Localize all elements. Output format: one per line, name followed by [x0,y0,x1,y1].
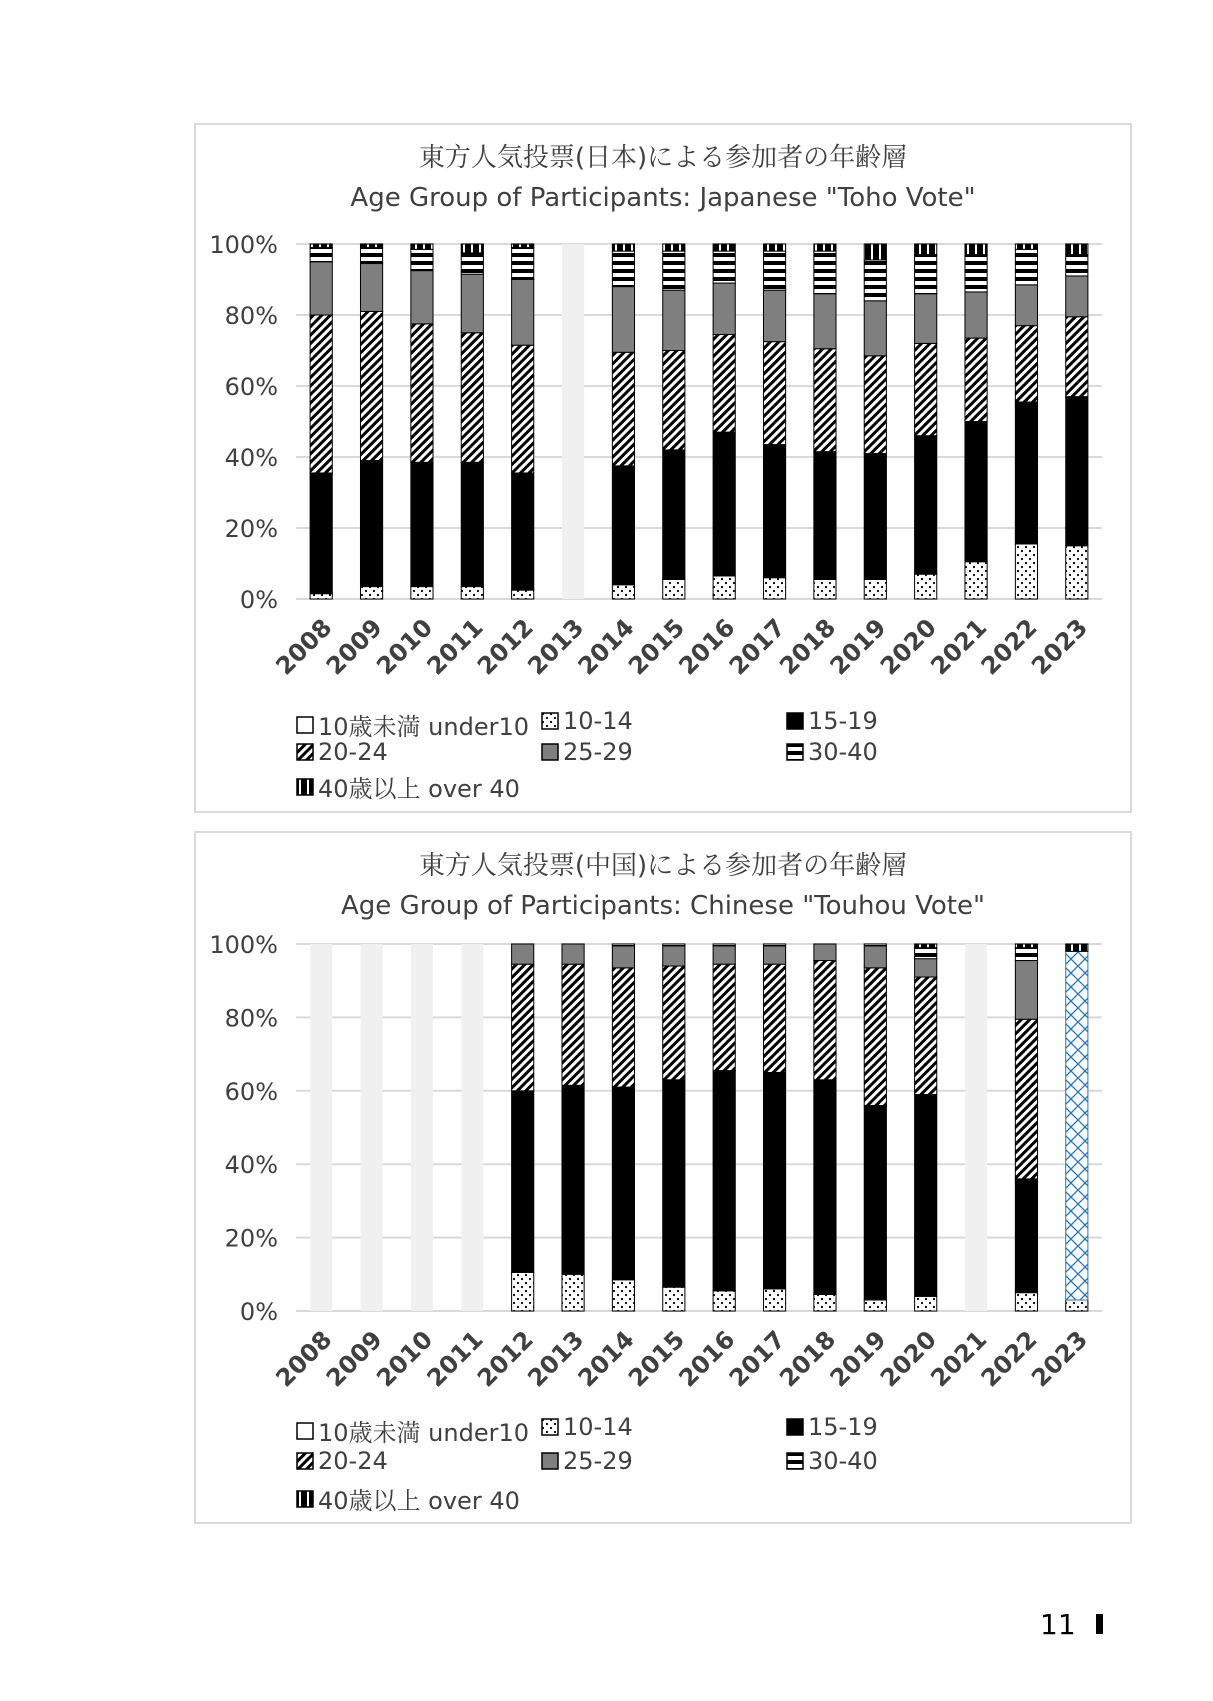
bar-segment [713,576,735,599]
legend-item [541,738,633,766]
bar-segment [965,562,987,599]
bar-segment [814,944,836,961]
bar-segment [915,244,937,255]
x-tick-label: 2015 [623,1325,691,1393]
bar-segment [663,1080,685,1287]
y-tick-label: 40% [224,444,278,472]
legend-item [786,707,878,735]
bar-segment [915,944,937,948]
bar-segment [1066,317,1088,397]
x-tick-label: 2020 [874,1325,942,1393]
bar-segment [663,244,685,251]
bar-segment [814,961,836,1080]
x-tick-label: 2020 [874,613,942,681]
x-tick-label: 2010 [371,613,439,681]
x-tick-label: 2019 [824,1325,892,1393]
x-tick-label: 2012 [471,613,539,681]
bar-segment [713,1071,735,1291]
bar-segment [713,432,735,576]
legend-label: 25-29 [563,1447,633,1475]
bar-segment [612,466,634,585]
bar-segment [461,253,483,274]
bar-segment [864,356,886,454]
bar-segment [713,964,735,1070]
bar-placeholder [310,944,332,1311]
bar-segment [562,964,584,1085]
legend-item [296,1413,529,1448]
legend-label: 30-40 [808,1447,878,1475]
bar-segment [864,968,886,1106]
bar-segment [814,294,836,349]
y-tick-label: 80% [224,1004,278,1033]
legend-item [541,1413,633,1441]
legend-label: 15-19 [808,1413,878,1441]
x-tick-label: 2021 [925,1325,993,1393]
bar-segment [864,244,886,260]
bar-segment [763,290,785,341]
legend-swatch [541,1452,559,1470]
bar-segment [612,1087,634,1280]
x-tick-label: 2014 [572,613,640,681]
bar-segment [915,255,937,294]
legend-item [541,707,633,735]
x-tick-label: 2014 [572,1325,640,1393]
bar-segment [310,262,332,315]
x-tick-label: 2016 [673,1325,741,1393]
bar-segment [915,574,937,599]
bar-segment [864,944,886,946]
x-tick-label: 2018 [774,613,842,681]
x-tick-label: 2019 [824,613,892,681]
x-tick-label: 2010 [371,1325,439,1393]
bar-segment [814,1294,836,1311]
bar-segment [411,324,433,462]
legend-label: 30-40 [808,738,878,766]
legend-swatch [541,743,559,761]
x-tick-label: 2015 [623,613,691,681]
bar-segment [612,244,634,251]
bar-segment [915,959,937,977]
y-tick-label: 20% [224,515,278,543]
bar-segment [512,1091,534,1273]
chart-title: 東方人気投票(日本)による参加者の年齢層 [418,143,908,173]
x-tick-label: 2021 [925,613,993,681]
bar-segment [1066,255,1088,276]
legend-swatch [296,1422,314,1440]
legend-label: 10-14 [563,1413,633,1441]
y-tick-label: 0% [239,586,278,614]
chart-legend [296,707,996,807]
x-tick-label: 2017 [723,613,791,681]
bar-segment [965,338,987,421]
legend-swatch [541,1418,559,1436]
bar-segment [612,251,634,287]
bar-segment [310,248,332,262]
bar-segment [461,462,483,586]
bar-segment [360,311,382,460]
legend-swatch [786,743,804,761]
bar-segment [763,445,785,578]
bar-segment [512,248,534,280]
bar-segment [915,294,937,344]
bar-segment [512,244,534,248]
legend-swatch [786,1418,804,1436]
page-marker [1096,1614,1103,1634]
bar-segment [612,946,634,968]
bar-segment [411,462,433,586]
chart-legend [296,1413,996,1523]
y-tick-label: 60% [224,1077,278,1106]
bar-segment [814,251,836,294]
bar-segment [411,249,433,270]
bar-segment [512,964,534,1091]
bar-segment [1015,961,1037,1020]
x-tick-label: 2011 [421,1325,489,1393]
x-tick-label: 2012 [471,1325,539,1393]
bar-placeholder [562,244,584,599]
bar-segment [1066,951,1088,1300]
bar-segment [864,1300,886,1311]
bar-segment [713,946,735,964]
bar-segment [763,944,785,946]
legend-swatch [296,1452,314,1470]
chart-chinese-touhou-vote [194,831,1132,1524]
bar-segment [612,585,634,599]
bar-segment [1015,948,1037,961]
x-tick-label: 2013 [522,613,590,681]
bar-segment [864,453,886,579]
legend-item [541,1447,633,1475]
bar-segment [915,1094,937,1296]
y-tick-label: 0% [239,1298,278,1326]
bar-segment [1015,544,1037,599]
bar-segment [612,287,634,353]
bar-segment [411,244,433,249]
bar-segment [1015,1019,1037,1179]
bar-segment [512,345,534,473]
legend-swatch [296,1490,314,1508]
bar-segment [763,578,785,599]
x-tick-label: 2018 [774,1325,842,1393]
bar-segment [512,473,534,590]
legend-label: 10-14 [563,707,633,735]
bar-segment [915,436,937,574]
x-tick-label: 2023 [1026,613,1094,681]
legend-label: 40歳以上 over 40 [318,775,520,803]
chart-title: 東方人気投票(中国)による参加者の年齢層 [418,851,908,881]
legend-item [296,1447,388,1475]
chart-subtitle: Age Group of Participants: Chinese "Touhou Vote" [341,891,985,921]
bar-segment [713,244,735,251]
bar-segment [310,473,332,594]
bar-segment [864,260,886,301]
legend-swatch [541,712,559,730]
bar-segment [1066,397,1088,546]
legend-label: 10歳未満 under10 [318,713,529,741]
bar-segment [864,1105,886,1300]
x-tick-label: 2022 [975,1325,1043,1393]
bar-segment [713,251,735,283]
bar-segment [1066,1300,1088,1311]
x-tick-label: 2017 [723,1325,791,1393]
bar-segment [814,1080,836,1295]
bar-segment [1066,546,1088,599]
bar-segment [612,1280,634,1311]
bar-segment [612,944,634,946]
bar-segment [663,450,685,580]
bar-segment [965,255,987,292]
bar-placeholder [965,944,987,1311]
legend-label: 15-19 [808,707,878,735]
bar-segment [360,264,382,312]
bar-segment [763,1072,785,1289]
legend-swatch [786,1452,804,1470]
bar-segment [1066,276,1088,317]
bar-segment [864,946,886,968]
bar-segment [1015,326,1037,402]
bar-segment [915,977,937,1094]
bar-placeholder [360,944,382,1311]
x-tick-label: 2023 [1026,1325,1094,1393]
legend-item [296,769,520,804]
bar-segment [360,248,382,264]
bar-segment [663,944,685,946]
bar-segment [1015,285,1037,326]
bar-placeholder [461,944,483,1311]
chart-japanese-toho-vote [194,123,1132,813]
bar-segment [663,251,685,290]
bar-segment [1066,244,1088,255]
y-tick-label: 60% [224,373,278,401]
y-tick-label: 20% [224,1224,278,1253]
legend-item [296,738,388,766]
bar-segment [663,351,685,450]
legend-item [786,1413,878,1441]
x-tick-label: 2009 [320,613,388,681]
bar-segment [360,461,382,587]
legend-label: 25-29 [563,738,633,766]
bar-segment [1066,944,1088,951]
bar-segment [965,292,987,338]
bar-segment [763,1289,785,1311]
bar-segment [763,342,785,445]
bar-segment [763,244,785,251]
bar-segment [663,1287,685,1311]
bar-segment [763,251,785,290]
bar-segment [965,244,987,255]
bar-segment [411,271,433,324]
bar-segment [310,315,332,473]
bar-segment [663,579,685,599]
bar-segment [1015,249,1037,285]
bar-segment [1015,1179,1037,1293]
legend-item [786,738,878,766]
bar-segment [411,587,433,599]
bar-segment [562,1085,584,1274]
y-tick-label: 100% [209,931,278,959]
bar-segment [1015,244,1037,249]
legend-item [786,1447,878,1475]
bar-segment [612,352,634,466]
bar-segment [713,335,735,433]
legend-swatch [296,743,314,761]
bar-segment [461,333,483,463]
y-tick-label: 80% [224,302,278,330]
bar-segment [915,948,937,959]
bar-segment [310,244,332,248]
bar-segment [763,964,785,1072]
y-tick-label: 100% [209,231,278,259]
bar-segment [310,594,332,599]
bar-segment [763,946,785,964]
bar-segment [713,944,735,946]
bar-segment [512,590,534,599]
bar-segment [814,244,836,251]
bar-segment [814,579,836,599]
chart-subtitle: Age Group of Participants: Japanese "Toho Vote" [350,183,976,213]
legend-swatch [296,778,314,796]
legend-swatch [296,716,314,734]
bar-segment [1015,402,1037,544]
bar-segment [512,1272,534,1311]
y-tick-label: 40% [224,1151,278,1180]
bar-segment [562,944,584,964]
x-tick-label: 2008 [270,1325,338,1393]
bar-segment [915,1296,937,1311]
bar-segment [663,290,685,350]
bar-segment [461,274,483,333]
bar-segment [814,452,836,580]
bar-segment [612,968,634,1087]
bar-segment [713,283,735,334]
bar-segment [864,301,886,356]
bar-segment [461,244,483,253]
bar-segment [1015,944,1037,948]
legend-label: 10歳未満 under10 [318,1419,529,1447]
x-tick-label: 2008 [270,613,338,681]
bar-segment [562,1274,584,1311]
bar-segment [663,946,685,966]
bar-segment [512,280,534,346]
legend-item [296,1481,520,1516]
bar-segment [915,343,937,435]
legend-swatch [786,712,804,730]
bar-segment [965,422,987,562]
bar-segment [512,944,534,964]
bar-segment [663,966,685,1080]
bar-segment [360,587,382,599]
x-tick-label: 2013 [522,1325,590,1393]
legend-label: 20-24 [318,738,388,766]
x-tick-label: 2016 [673,613,741,681]
x-tick-label: 2011 [421,613,489,681]
x-tick-label: 2009 [320,1325,388,1393]
legend-label: 40歳以上 over 40 [318,1487,520,1515]
bar-segment [713,1291,735,1311]
bar-placeholder [411,944,433,1311]
legend-label: 20-24 [318,1447,388,1475]
x-tick-label: 2022 [975,613,1043,681]
legend-item [296,707,529,742]
bar-segment [461,587,483,599]
bar-segment [360,244,382,248]
bar-segment [864,579,886,599]
bar-segment [1015,1293,1037,1311]
bar-segment [814,349,836,452]
page-number: 11 [1040,1608,1076,1641]
